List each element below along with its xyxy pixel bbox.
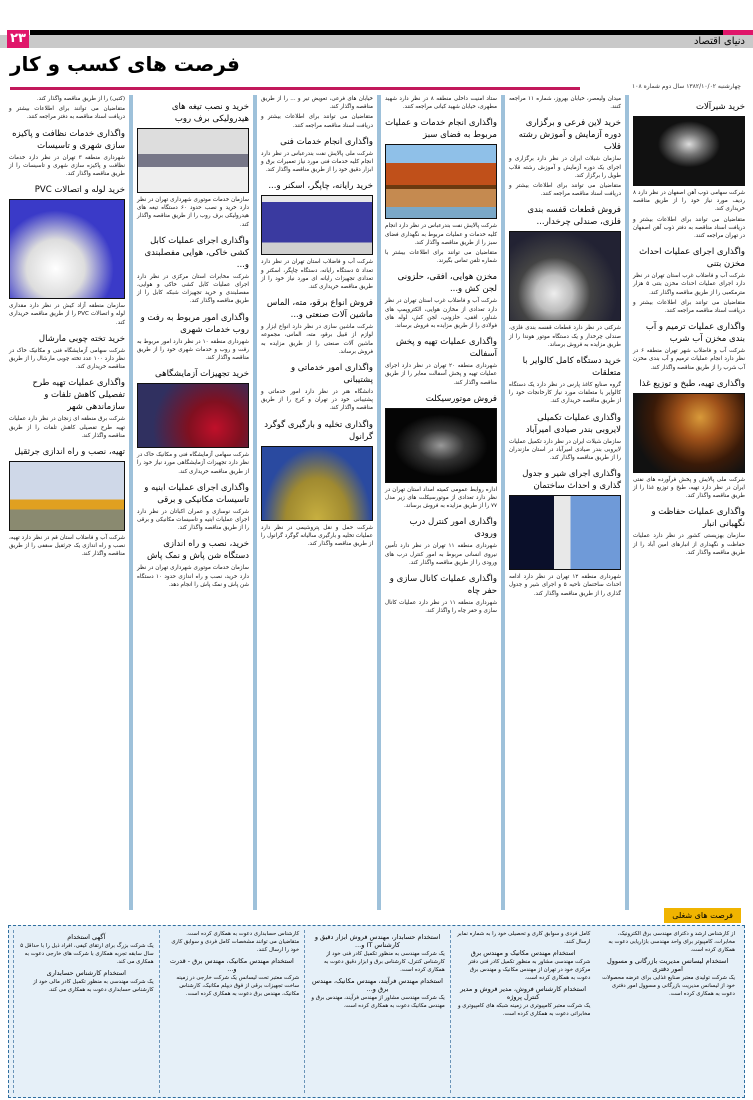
classified-text: یک شرکت مهندسی مشاور از مهندس فرآیند، مهندس برق و مهندس مکانیک دعوت به همکاری کرده است. bbox=[311, 995, 445, 1009]
scanner-photo bbox=[261, 195, 373, 255]
classified-text: شرکت مهندسی مشاور به منظور تکمیل کادر فنی دفتر مرکزی خود در تهران از مهندس مکانیک و مهندس برق دعوت به همکاری کرده است. bbox=[468, 959, 591, 981]
article-heading: واگذاری اجرای عملیات احداث مخزن بتنی bbox=[639, 247, 745, 270]
newspaper-logo: دنیای اقتصاد bbox=[693, 36, 745, 47]
article-paragraph: شرکت برق منطقه ای زنجان در نظر دارد عملیات تهیه طرح تفصیلی کاهش تلفات را از طریق مناقصه واگذار کند. bbox=[9, 416, 125, 439]
classified-column bbox=[13, 930, 159, 1093]
masthead-gray-band bbox=[0, 35, 753, 48]
page-number: ۲۳ bbox=[7, 30, 29, 48]
article-heading: واگذاری انجام خدمات و عملیات مربوط به فضای سبز bbox=[385, 118, 497, 141]
faucet-photo bbox=[633, 116, 745, 186]
article-heading: خرید لوله و اتصالات PVC bbox=[34, 185, 125, 196]
article-column bbox=[377, 95, 501, 910]
article-paragraph: شرکت آب و فاضلاب غرب استان تهران در نظر دارد تعدادی از مخازن هوایی، الکتروپمپ های شناور، افقی، حلزونی، لجن کش، لوله های فولادی را از طریق مزایده به فروش برساند. bbox=[385, 298, 497, 330]
classified-heading: استخدام مهندس مکانیک، مهندس برق - قدرت و... bbox=[169, 957, 294, 973]
title-rule bbox=[10, 87, 580, 90]
classified-text: یک شرکت تولیدی معتبر صنایع غذایی برای عرضه محصولات خود از لیسانس مدیریت بازرگانی و مسوول امور دفتری دعوت به همکاری کرده است. bbox=[602, 975, 735, 997]
article-heading: خرید رایانه، چاپگر، اسکنر و... bbox=[268, 181, 373, 192]
article-paragraph: شهرداری منطقه ۲۰ تهران در نظر دارد اجرای عملیات تهیه و پخش آسفالت معابر را از طریق مناقصه واگذار کند. bbox=[385, 363, 498, 386]
article-paragraph: گروه صنایع کاغذ پارس در نظر دارد یک دستگاه کالوایر با متعلقات مورد نیاز کارخانجات خود را از طریق مناقصه خریداری کند. bbox=[509, 382, 621, 405]
autumn-trees-photo bbox=[385, 144, 497, 219]
article-paragraph: شرکتی در نظر دارد قطعات قفسه بندی فلزی، صندلی چرخدار و یک دستگاه موتور هوندا را از طریق مزایده به فروش برساند. bbox=[509, 325, 621, 348]
article-heading: واگذاری امور مربوط به رفت و روب خدمات شهری bbox=[140, 312, 249, 335]
article-heading: واگذاری عملیات تکمیلی لایروبی بندر صیادی امیرآباد bbox=[525, 412, 621, 435]
classified-column bbox=[595, 930, 740, 1093]
classifieds-columns bbox=[13, 930, 740, 1093]
classified-text: یک شرکت مهندسی به منظور تکمیل کادر فنی خود از کارشناس کنترل، کارشناس برق و ابزار دقیق دعوت به همکاری کرده است. bbox=[323, 951, 445, 973]
article-paragraph: شرکت پالایش نفت بندرعباس در نظر دارد انجام کلیه خدمات و عملیات مربوط به نگهداری فضای سبز را از طریق مناقصه واگذار کند. bbox=[385, 223, 497, 246]
classified-text: یک شرکت بزرگ برای ارتقای کیفی، افراد ذیل را با حداقل ۵ سال سابقه تجربه همکاری با شرکت های خارجی دعوت به همکاری می کند. bbox=[20, 943, 154, 965]
article-column bbox=[5, 95, 129, 910]
article-heading: خرید تخته چوبی مارشال bbox=[38, 333, 125, 344]
article-paragraph: متقاضیان می توانند برای اطلاعات بیشتر و دریافت اسناد مناقصه مراجعه کنند. bbox=[509, 183, 621, 198]
article-heading: خرید، نصب و راه اندازی دستگاه شن پاش و نمک پاش bbox=[147, 539, 249, 562]
classified-text: یک شرکت معتبر کامپیوتری در زمینه شبکه های کامپیوتری و مخابراتی دعوت به همکاری کرده است. bbox=[457, 1003, 591, 1017]
classified-column bbox=[159, 930, 305, 1093]
article-paragraph: متقاضیان می توانند برای اطلاعات بیشتر و دریافت اسناد مناقصه به دفتر ذوب آهن اصفهان در تهران مراجعه کنند. bbox=[633, 216, 745, 240]
classified-text: یک شرکت مهندسی به منظور تکمیل کادر مالی خود از کارشناس حسابداری دعوت به همکاری می کند. bbox=[33, 979, 154, 993]
article-paragraph: شهرداری منطقه ۱۲ تهران در نظر دارد ادامه احداث ساختمان ناحیه ۵ و اجرای شیر و جدول گذاری را از طریق مناقصه واگذار کند. bbox=[509, 574, 621, 597]
article-heading: واگذاری عملیات حفاظت و نگهبانی انبار bbox=[651, 507, 745, 530]
article-column bbox=[129, 95, 253, 910]
article-paragraph: شرکت آب و فاضلاب استان قم در نظر دارد تهیه، نصب و راه اندازی یک جرثقیل سقفی را از طریق مناقصه واگذار کند. bbox=[9, 535, 125, 558]
article-paragraph: خیابان های فرعی، تعویض تیر و ... را از طریق مناقصه واگذار کند. bbox=[261, 96, 373, 111]
article-heading: فروش موتورسیکلت bbox=[425, 393, 497, 404]
article-column bbox=[625, 95, 749, 910]
classified-heading: استخدام حسابدار، مهندس فروش ابزار دقیق و کارشناس IT و... bbox=[314, 933, 441, 949]
article-paragraph: متقاضیان می توانند برای اطلاعات بیشتر با شماره تلفن تماس بگیرند. bbox=[385, 250, 497, 265]
article-paragraph: شرکت آب و فاضلاب شهر تهران منطقه ۶ در نظر دارد انجام عملیات ترمیم و آب بندی مخزن آب شرب را از طریق مناقصه واگذار کند. bbox=[633, 348, 745, 371]
classified-heading: استخدام مهندس مکانیک و مهندس برق bbox=[470, 949, 576, 957]
article-paragraph: شهرداری منطقه ۱۱ تهران در نظر دارد تأمین نیروی انسانی مربوط به امور کنترل درب های ورودی را از طریق مناقصه واگذار کند. bbox=[385, 543, 497, 566]
article-paragraph: شهرداری منطقه ۱۱ در نظر دارد عملیات کانال سازی و حفر چاه را واگذار کند. bbox=[385, 600, 498, 615]
article-paragraph: سازمان شیلات ایران در نظر دارد برگزاری و اجرای یک دوره آزمایش و آموزش رشته قلاب طویل را برگزار کند. bbox=[509, 156, 621, 179]
article-paragraph: شرکت سهامی ذوب آهن اصفهان در نظر دارد ۸ ردیف مورد نیاز خود را از طریق مناقصه خریداری کند. bbox=[633, 190, 745, 213]
classified-heading: استخدام کارشناس فروش، مدیر فروش و مدیر کنترل پروژه bbox=[460, 985, 587, 1001]
article-heading: تهیه، نصب و راه اندازی جرثقیل bbox=[14, 447, 125, 458]
article-heading: واگذاری عملیات تهیه طرح تفصیلی کاهش تلفات و سازماندهی شهر bbox=[32, 378, 125, 413]
article-heading: واگذاری تهیه، طبخ و توزیع غذا bbox=[639, 378, 745, 389]
article-paragraph: (کتبی) را از طریق مناقصه واگذار کند. bbox=[36, 96, 125, 102]
masthead-pink-accent bbox=[723, 30, 753, 35]
article-paragraph: سازمان شیلات ایران در نظر دارد تکمیل عملیات لایروبی بندر صیادی امیرآباد در استان مازندران را از طریق مناقصه واگذار کند. bbox=[509, 438, 621, 462]
article-paragraph: دانشگاه هنر در نظر دارد امور خدماتی و پشتیبانی خود در تهران و کرج را از طریق مناقصه واگذار کند. bbox=[261, 389, 373, 412]
article-heading: واگذاری اجرای عملیات ابنیه و تاسیسات مکانیکی و برقی bbox=[144, 482, 249, 505]
article-paragraph: متقاضیان می توانند برای اطلاعات بیشتر و دریافت اسناد مناقصه مراجعه کنند. bbox=[261, 114, 373, 129]
classified-text: از کارشناس ارشد و دکترای مهندسی برق الکترونیک، مخابرات، کامپیوتر برای واحد مهندسی بازاریابی دعوت به همکاری کرده است. bbox=[608, 931, 735, 953]
article-heading: واگذاری تخلیه و بارگیری گوگرد گرانول bbox=[264, 419, 373, 442]
article-paragraph: شرکت مخابرات استان مرکزی در نظر دارد اجرای عملیات کابل کشی خاکی و هوایی، مفصلبندی و خرید تجهیزات شبکه کابل را از طریق مناقصه واگذار کند. bbox=[137, 273, 249, 305]
article-paragraph: شرکت نوسازی و عمران اکباتان در نظر دارد اجرای عملیات ابنیه و تاسیسات مکانیکی و برقی را از طریق مناقصه واگذار کند. bbox=[137, 508, 249, 532]
article-paragraph: شهرداری منطقه ۱۰ در نظر دارد امور مربوط به رفت و روب و خدمات شهری خود را از طریق مناقصه واگذار کند. bbox=[137, 338, 249, 362]
article-paragraph: سازمان خدمات موتوری شهرداری تهران در نظر دارد خرید، نصب و راه اندازی حدود ۱۰ دستگاه شن پاش و نمک پاش را انجام دهد. bbox=[137, 565, 249, 588]
snowplow-photo bbox=[137, 128, 249, 193]
classified-heading: استخدام لیسانس مدیریت بازرگانی و مسوول امور دفتری bbox=[607, 957, 729, 973]
masthead-black-band bbox=[30, 30, 723, 35]
classified-text: کارشناس حسابداری دعوت به همکاری کرده است. متقاضیان می توانند مشخصات کامل فردی و سوابق کاری خود را ارسال کنند. bbox=[171, 931, 300, 953]
article-heading: واگذاری امور کنترل درب ورودی bbox=[409, 517, 497, 540]
classified-heading: آگهی استخدام bbox=[67, 933, 106, 941]
article-heading: خرید تجهیزات آزمایشگاهی bbox=[155, 369, 249, 380]
article-heading: خرید لاین فرعی و برگزاری دوره آزمایش و آموزش رشته قلاب bbox=[518, 118, 621, 153]
dateline: چهارشنبه ۱۳۸۲/۱۰/۰۲ سال دوم شماره ۱۰۸ bbox=[632, 83, 741, 90]
article-heading: واگذاری عملیات کانال سازی و حفر چاه bbox=[389, 574, 497, 597]
article-paragraph: شرکت سهامی آزمایشگاه فنی و مکانیک خاک در نظر دارد ۱۰۰ عدد تخته چوبی مارشال را از طریق مناقصه خریداری کند. bbox=[9, 347, 125, 371]
pvc-pipes-photo bbox=[9, 199, 125, 299]
classifieds-tab: فرصت های شغلی bbox=[664, 908, 741, 923]
article-heading: واگذاری عملیات تهیه و پخش آسفالت bbox=[395, 337, 497, 360]
masthead-bar bbox=[0, 30, 753, 48]
article-heading: واگذاری اجرای شیر و جدول گذاری و احداث ساختمان bbox=[522, 469, 621, 492]
article-heading: فروش قطعات قفسه بندی فلزی، صندلی چرخدار... bbox=[527, 205, 621, 228]
article-heading: واگذاری عملیات ترمیم و آب بندی مخزن آب شرب bbox=[645, 322, 745, 345]
article-heading: فروش انواع برقو، مته، الماس ماشین آلات صنعتی و... bbox=[266, 298, 373, 321]
sulfur-pile-photo bbox=[261, 446, 373, 521]
article-paragraph: شرکت ملی پالایش نفت بندرعباس در نظر دارد انجام کلیه خدمات فنی مورد نیاز تعمیرات برق و ابزار دقیق خود را از طریق مناقصه واگذار کند. bbox=[261, 150, 373, 174]
article-heading: خرید و نصب تیغه های هیدرولیکی برف روب bbox=[171, 102, 249, 124]
classified-text: شرکت معتبر تحت لیسانس یک شرکت خارجی در زمینه ساخت تجهیزات برقی از فوق دیپلم مکانیک، کارشناس مکانیک، مهندس برق دعوت به همکاری کرده است. bbox=[176, 975, 300, 997]
article-paragraph: شرکت حمل و نقل پتروشیمی در نظر دارد عملیات تخلیه و بارگیری سالیانه گوگرد گرانول را از طریق مناقصه واگذار کند. bbox=[261, 524, 373, 548]
wheelchair-photo bbox=[509, 231, 621, 321]
article-paragraph: میدان ولیعصر، خیابان بهروز، شماره ۱۱ مراجعه کنند. bbox=[509, 96, 621, 111]
article-paragraph: شرکت آب و فاضلاب غرب استان تهران در نظر دارد اجرای عملیات احداث مخزن بتنی ۵ هزار مترمکعبی را از طریق مناقصه واگذار کند. bbox=[633, 273, 746, 296]
article-columns bbox=[4, 95, 749, 910]
article-paragraph: شرکت آب و فاضلاب استان تهران در نظر دارد تعداد ۵ دستگاه رایانه، دستگاه چاپگر، اسکنر و تعدادی تجهیزات رایانه ای مورد نیاز خود را از طریق مناقصه خریداری کند. bbox=[261, 259, 374, 291]
article-heading: واگذاری امور خدماتی و پشتیبانی bbox=[290, 363, 373, 386]
article-paragraph: شرکت سهامی آزمایشگاه فنی و مکانیک خاک در نظر دارد تجهیزات آزمایشگاهی مورد نیاز خود را از طریق مناقصه خریداری کند. bbox=[137, 452, 249, 475]
classifieds-box bbox=[8, 925, 745, 1098]
article-paragraph: متقاضیان می توانند برای اطلاعات بیشتر و دریافت اسناد مناقصه به دفتر مراجعه کنند. bbox=[9, 106, 125, 121]
crane-photo bbox=[9, 461, 125, 531]
article-paragraph: متقاضیان می توانند برای اطلاعات بیشتر و دریافت اسناد مناقصه مراجعه کنند. bbox=[633, 299, 745, 315]
food-photo bbox=[633, 393, 745, 473]
article-heading: واگذاری خدمات نظافت و پاکیزه سازی شهری و تاسیسات bbox=[12, 128, 125, 151]
article-heading: واگذاری اجرای عملیات کابل کشی خاکی، هوایی مفصلبندی و... bbox=[144, 235, 249, 270]
article-paragraph: سازمان خدمات موتوری شهرداری تهران در نظر دارد خرید و نصب حدود ۶۰ دستگاه تیغه های هیدرولیکی برف روب را از طریق مناقصه واگذار کند. bbox=[137, 197, 249, 228]
article-paragraph: ستاد امنیت داخلی منطقه ۸ در نظر دارد شهید مطهری، خیابان شهید کیانی مراجعه کنند. bbox=[385, 96, 497, 111]
article-paragraph: شرکت ملی پالایش و پخش فرآورده های نفتی ایران در نظر دارد تهیه، طبخ و توزیع غذا را از طریق مناقصه واگذار کند. bbox=[633, 476, 745, 500]
article-column bbox=[501, 95, 625, 910]
article-paragraph: شهرداری منطقه ۳ تهران در نظر دارد خدمات نظافت و پاکیزه سازی شهری و تاسیسات را از طریق مناقصه واگذار کند. bbox=[9, 154, 125, 178]
lab-equipment-photo bbox=[137, 383, 249, 448]
page-title: فرصت های کسب و کار bbox=[10, 52, 240, 76]
article-paragraph: شرکت ماشین سازی در نظر دارد انواع ابزار و لوازم از قبیل برقو، مته، الماس، مجموعه ماشین آلات صنعتی را از طریق مزایده به فروش برساند. bbox=[261, 324, 373, 355]
article-paragraph: سازمان بهزیستی کشور در نظر دارد عملیات حفاظت و نگهداری از انبارهای امین آباد را از طریق مناقصه واگذار کند. bbox=[633, 533, 745, 556]
article-heading: خرید دستگاه کامل کالوایر با متعلقات bbox=[522, 356, 621, 379]
classified-heading: استخدام مهندس فرآیند، مهندس مکانیک، مهندس برق و... bbox=[312, 977, 443, 993]
article-heading: مخزن هوایی، افقی، حلزونی لجن کش و... bbox=[397, 272, 497, 295]
classified-column bbox=[304, 930, 450, 1093]
motorcycle-photo bbox=[385, 408, 497, 483]
article-heading: واگذاری انجام خدمات فنی bbox=[280, 136, 373, 147]
barrier-photo bbox=[509, 495, 621, 570]
article-paragraph: اداره روابط عمومی کمیته امداد استان تهران در نظر دارد تعدادی از موتورسیکلت های زیر مدل ۷۷ را از طریق مزایده به فروش برساند. bbox=[385, 486, 497, 510]
article-paragraph: سازمان منطقه آزاد کیش در نظر دارد مقداری لوله و اتصالات PVC را از طریق مناقصه خریداری کند. bbox=[9, 303, 125, 326]
classified-column bbox=[450, 930, 596, 1093]
classified-heading: استخدام کارشناس حسابداری bbox=[46, 969, 126, 977]
article-heading: خرید شیرآلات bbox=[695, 102, 745, 112]
classified-text: کامل فردی و سوابق کاری و تحصیلی خود را به شماره نمابر ارسال کنند. bbox=[457, 931, 591, 945]
article-column bbox=[253, 95, 377, 910]
